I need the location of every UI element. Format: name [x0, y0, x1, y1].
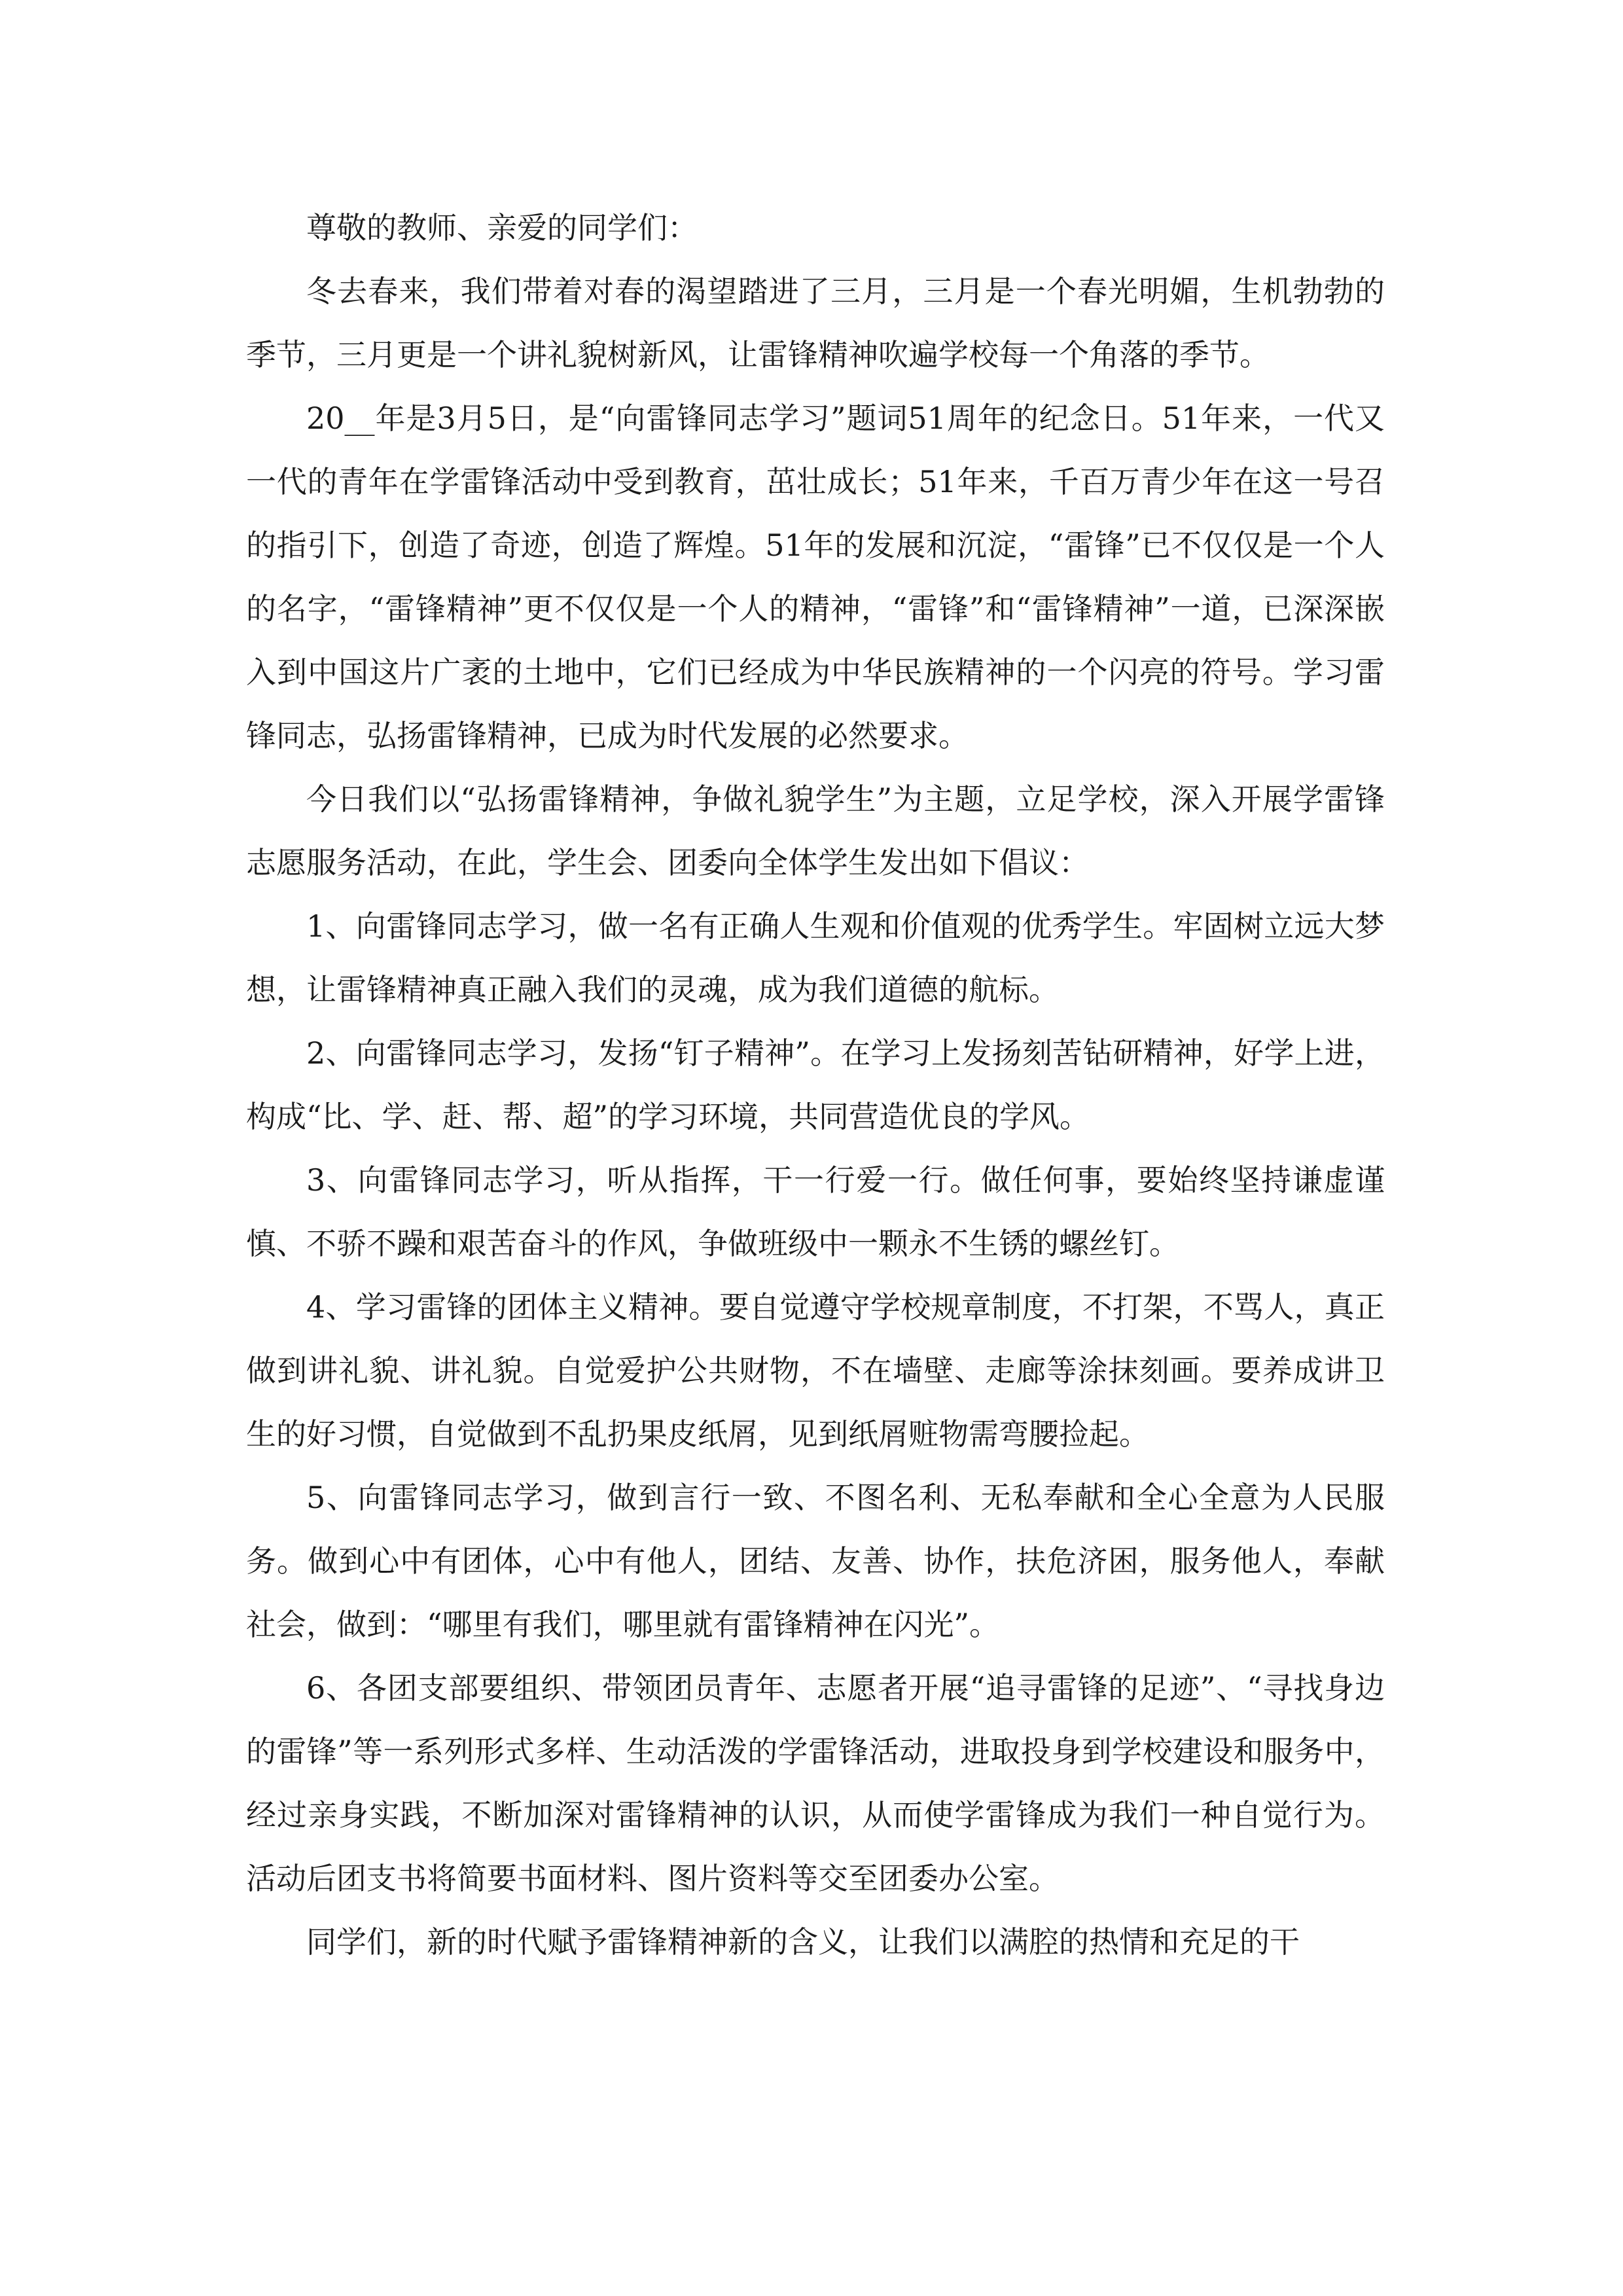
document-body: [246, 196, 1385, 1974]
paragraph: 20__年是3月5日，是“向雷锋同志学习”题词51周年的纪念日。51年来，一代又一代的青年在学雷锋活动中受到教育，茁壮成长；51年来，千百万青少年在这一号召的指引下，创造了奇迹，创造了辉煌。51年的发展和沉淀，“雷锋”已不仅仅是一个人的名字，“雷锋精神”更不仅仅是一个人的精神，“雷锋”和“雷锋精神”一道，已深深嵌入到中国这片广袤的土地中，它们已经成为中华民族精神的一个闪亮的符号。学习雷锋同志，弘扬雷锋精神，已成为时代发展的必然要求。: [246, 401, 1385, 753]
salutation: 尊敬的教师、亲爱的同学们：: [306, 210, 698, 245]
paragraph: 4、学习雷锋的团体主义精神。要自觉遵守学校规章制度，不打架，不骂人，真正做到讲礼貌、讲礼貌。自觉爱护公共财物，不在墙壁、走廊等涂抹刻画。要养成讲卫生的好习惯，自觉做到不乱扔果皮纸屑，见到纸屑赃物需弯腰捡起。: [246, 1289, 1385, 1452]
paragraph: 1、向雷锋同志学习，做一名有正确人生观和价值观的优秀学生。牢固树立远大梦想，让雷锋精神真正融入我们的灵魂，成为我们道德的航标。: [246, 908, 1385, 1007]
paragraph: 6、各团支部要组织、带领团员青年、志愿者开展“追寻雷锋的足迹”、“寻找身边的雷锋”等一系列形式多样、生动活泼的学雷锋活动，进取投身到学校建设和服务中，经过亲身实践，不断加深对雷锋精神的认识，从而使学雷锋成为我们一种自觉行为。活动后团支书将简要书面材料、图片资料等交至团委办公室。: [246, 1670, 1385, 1896]
paragraph: 2、向雷锋同志学习，发扬“钉子精神”。在学习上发扬刻苦钻研精神，好学上进，构成“比、学、赶、帮、超”的学习环境，共同营造优良的学风。: [246, 1035, 1385, 1134]
paragraph: 3、向雷锋同志学习，听从指挥，干一行爱一行。做任何事，要始终坚持谦虚谨慎、不骄不躁和艰苦奋斗的作风，争做班级中一颗永不生锈的螺丝钉。: [246, 1162, 1385, 1261]
paragraph: 同学们，新的时代赋予雷锋精神新的含义，让我们以满腔的热情和充足的干: [306, 1924, 1300, 1960]
paragraph: 冬去春来，我们带着对春的渴望踏进了三月，三月是一个春光明媚，生机勃勃的季节，三月更是一个讲礼貌树新风，让雷锋精神吹遍学校每一个角落的季节。: [246, 274, 1385, 372]
paragraph: 5、向雷锋同志学习，做到言行一致、不图名利、无私奉献和全心全意为人民服务。做到心中有团体，心中有他人，团结、友善、协作，扶危济困，服务他人，奉献社会，做到：“哪里有我们，哪里就有雷锋精神在闪光”。: [246, 1480, 1385, 1642]
paragraph: 今日我们以“弘扬雷锋精神，争做礼貌学生”为主题，立足学校，深入开展学雷锋志愿服务活动，在此，学生会、团委向全体学生发出如下倡议：: [246, 781, 1385, 880]
